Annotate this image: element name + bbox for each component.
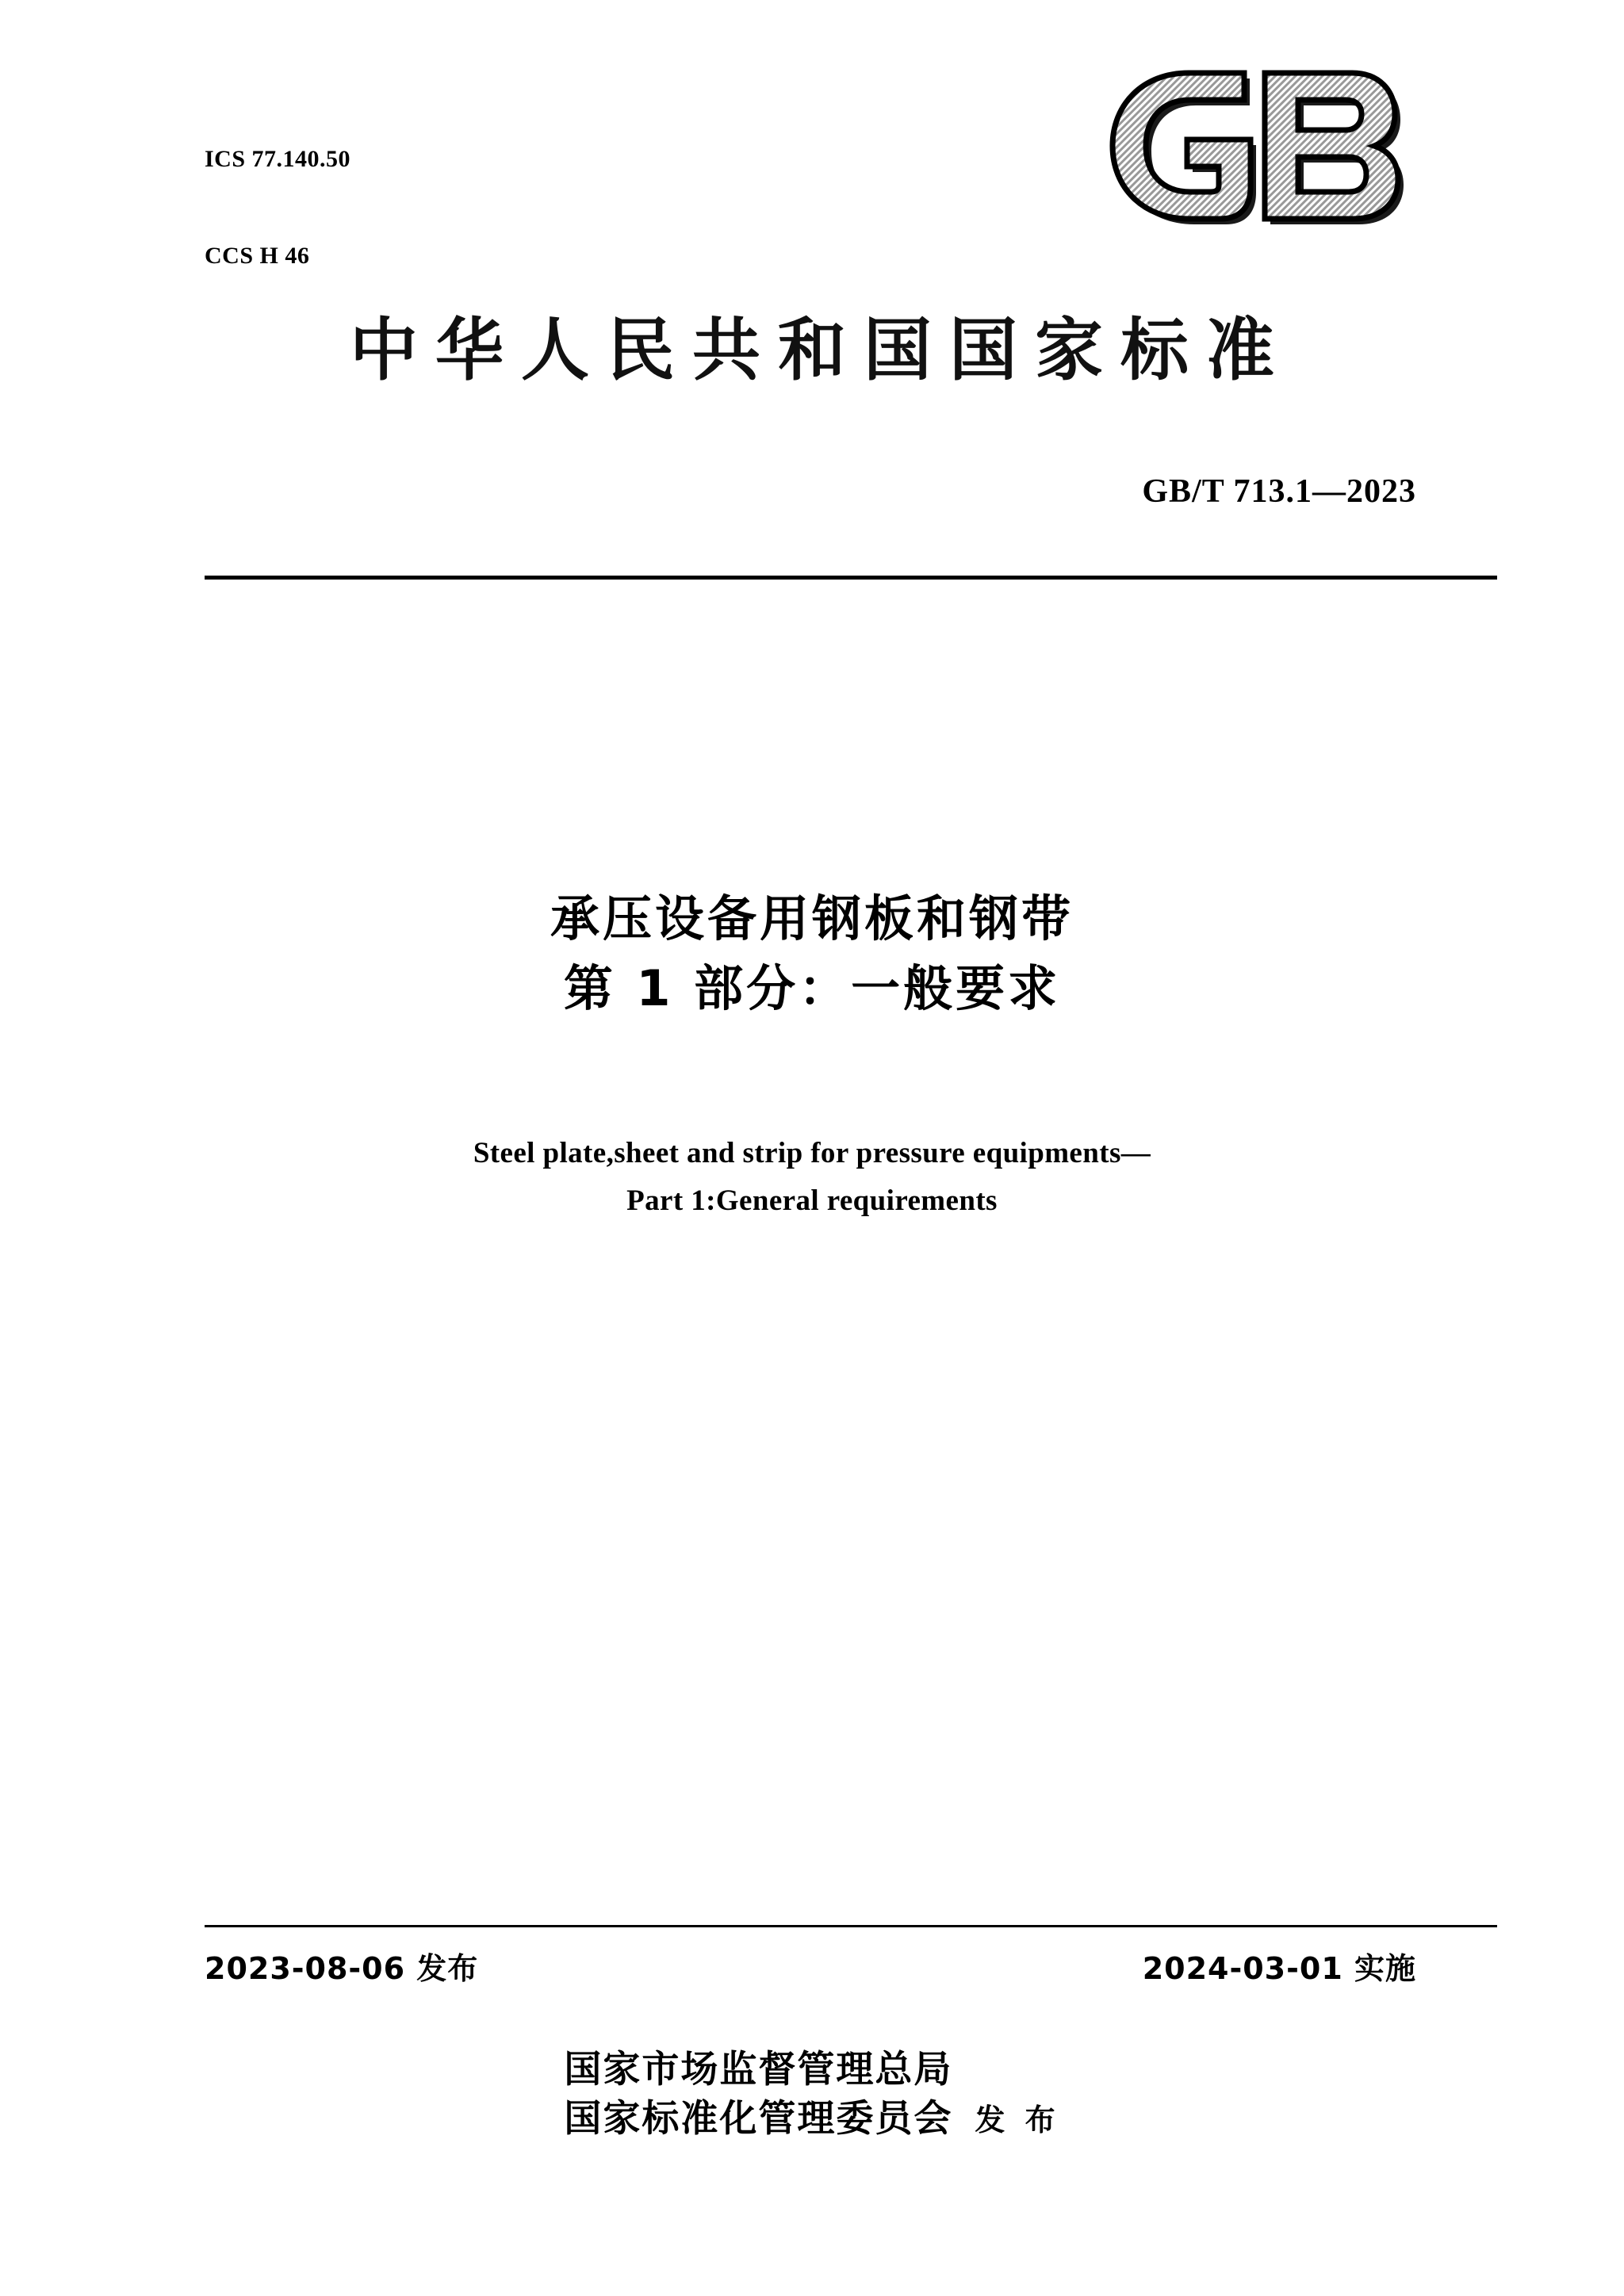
header-divider bbox=[205, 576, 1497, 580]
document-title-cn-line1: 承压设备用钢板和钢带 bbox=[550, 890, 1074, 947]
document-title-en-line1: Steel plate,sheet and strip for pressure equipments— bbox=[473, 1137, 1151, 1169]
publisher-org-line1: 国家市场监督管理总局 bbox=[564, 2048, 953, 2091]
document-title-en-line2: Part 1:General requirements bbox=[626, 1184, 998, 1217]
publisher-organizations bbox=[564, 2045, 952, 2144]
document-title-en bbox=[0, 1130, 1624, 1225]
ccs-code: CCS H 46 bbox=[205, 242, 310, 269]
national-standard-title: 中华人民共和国国家标准 bbox=[350, 311, 1292, 390]
footer-divider bbox=[205, 1925, 1497, 1927]
publisher-verb: 发 布 bbox=[975, 2103, 1060, 2138]
gb-logo-icon bbox=[1102, 67, 1419, 226]
publisher-org-line2: 国家标准化管理委员会 bbox=[564, 2097, 953, 2141]
ics-code: ICS 77.140.50 bbox=[205, 146, 351, 172]
document-title-cn bbox=[0, 884, 1624, 1024]
publisher-block bbox=[0, 2045, 1624, 2144]
implementation-date: 2024-03-01 实施 bbox=[1142, 1951, 1416, 1986]
document-title-cn-line2: 第 1 部分：一般要求 bbox=[563, 959, 1061, 1018]
standard-number: GB/T 713.1—2023 bbox=[1142, 473, 1416, 510]
issue-date: 2023-08-06 发布 bbox=[205, 1951, 479, 1986]
